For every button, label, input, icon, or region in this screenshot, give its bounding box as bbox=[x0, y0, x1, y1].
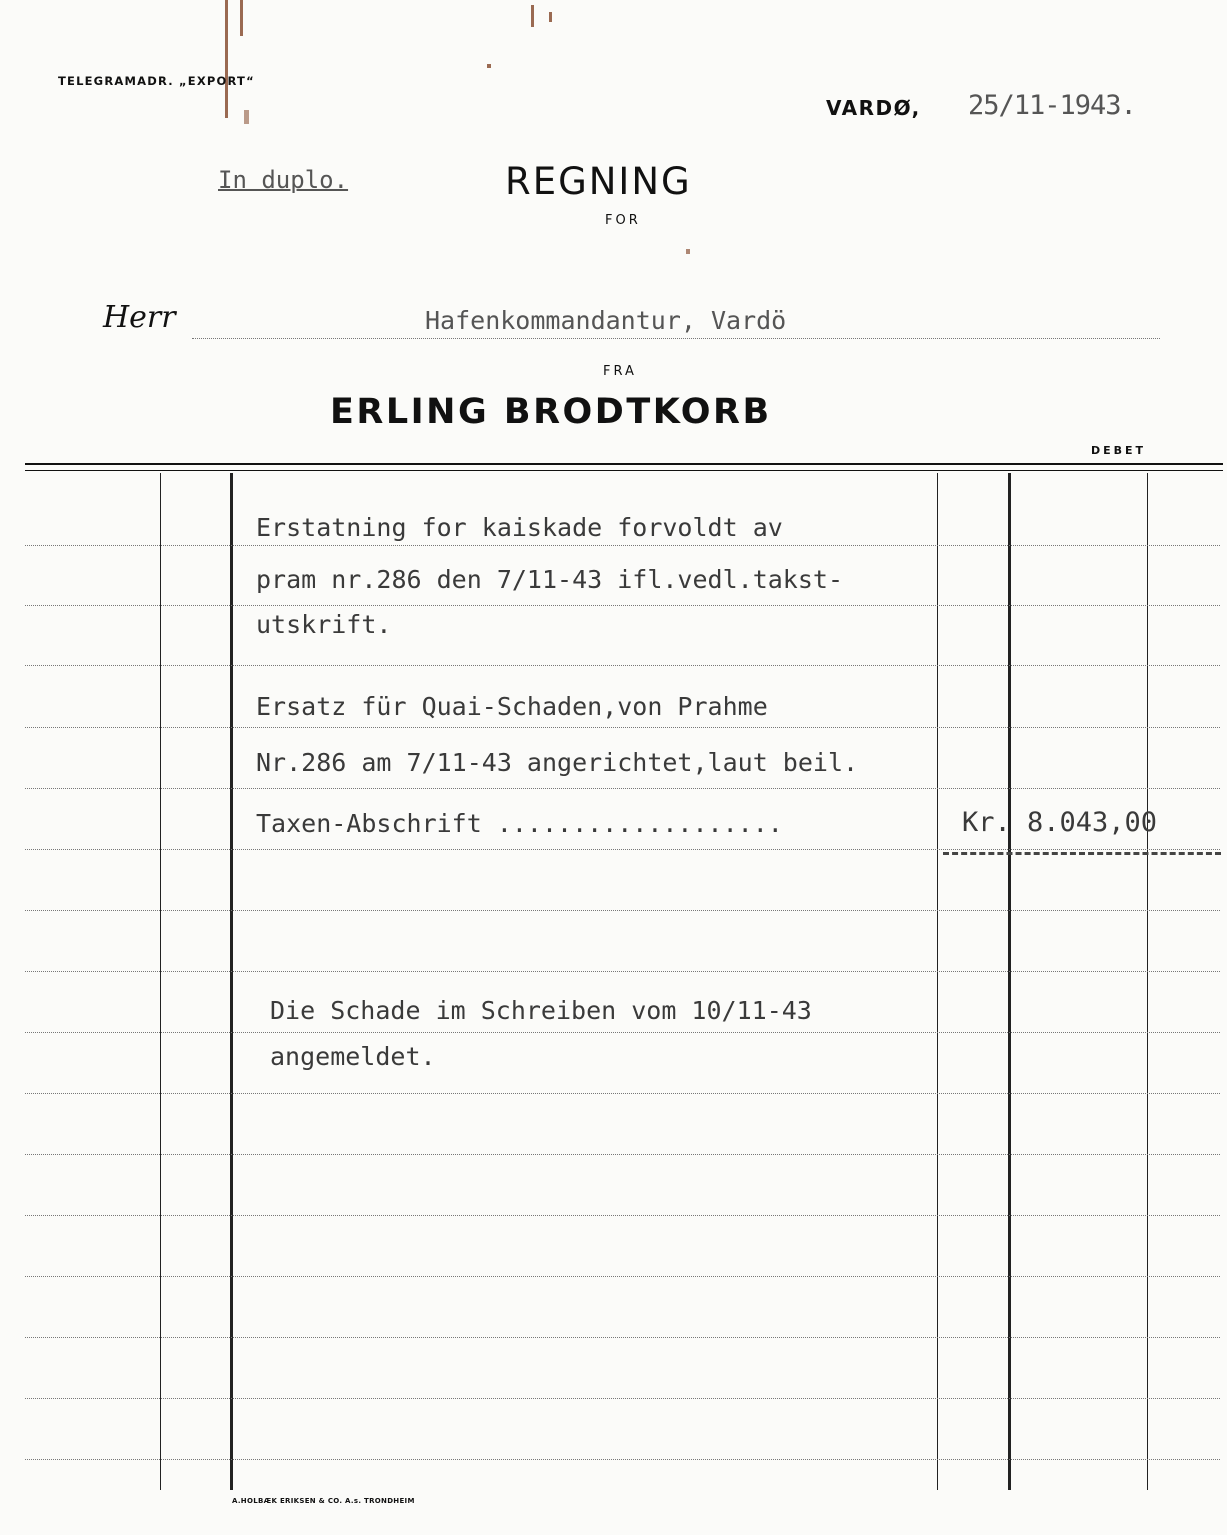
body-line: utskrift. bbox=[256, 610, 392, 639]
ink-stain bbox=[487, 64, 491, 68]
body-line: Erstatning for kaiskade forvoldt av bbox=[256, 513, 783, 542]
ledger-top-rule bbox=[25, 463, 1223, 465]
body-line: Ersatz für Quai-Schaden,von Prahme bbox=[256, 692, 768, 721]
recipient-name: Hafenkommandantur, Vardö bbox=[425, 306, 787, 335]
invoice-date: 25/11-1943. bbox=[968, 90, 1136, 121]
body-line: Nr.286 am 7/11-43 angerichtet,laut beil. bbox=[256, 748, 859, 777]
ledger-row bbox=[25, 1337, 1220, 1338]
ledger-row bbox=[25, 971, 1220, 972]
ledger-row bbox=[25, 605, 1220, 606]
printer-imprint: A.HOLBÆK ERIKSEN & CO. A.s. TRONDHEIM bbox=[232, 1497, 415, 1505]
document-title: REGNING bbox=[505, 160, 692, 203]
for-label: FOR bbox=[605, 213, 641, 228]
copy-note: In duplo. bbox=[218, 166, 349, 194]
city-label: VARDØ, bbox=[826, 96, 921, 120]
note-line: angemeldet. bbox=[270, 1042, 436, 1071]
ledger-row bbox=[25, 1459, 1220, 1460]
ledger-row bbox=[25, 849, 1220, 850]
debet-column-label: DEBET bbox=[1091, 444, 1147, 457]
ledger-row bbox=[25, 1398, 1220, 1399]
ink-stain bbox=[240, 0, 243, 36]
ledger-row bbox=[25, 1032, 1220, 1033]
ledger-row bbox=[25, 1276, 1220, 1277]
ink-stain bbox=[549, 12, 552, 22]
recipient-line bbox=[192, 338, 1160, 339]
ledger-row bbox=[25, 1093, 1220, 1094]
ledger-row bbox=[25, 910, 1220, 911]
note-line: Die Schade im Schreiben vom 10/11-43 bbox=[270, 996, 812, 1025]
telegram-address: TELEGRAMADR. „EXPORT“ bbox=[58, 74, 255, 88]
ledger-row bbox=[25, 727, 1220, 728]
invoice-amount: Kr. 8.043,00 bbox=[962, 807, 1158, 838]
ink-stain bbox=[686, 249, 690, 254]
ledger-row bbox=[25, 788, 1220, 789]
ink-stain bbox=[225, 0, 228, 118]
body-line: Taxen-Abschrift ................... bbox=[256, 809, 783, 838]
ledger-row bbox=[25, 545, 1220, 546]
ledger-row bbox=[25, 1215, 1220, 1216]
company-name: ERLING BRODTKORB bbox=[330, 392, 772, 432]
from-label: FRA bbox=[603, 364, 637, 379]
salutation: Herr bbox=[103, 300, 176, 335]
ink-stain bbox=[531, 5, 534, 27]
amount-underline bbox=[943, 852, 1221, 855]
ledger-top-rule-2 bbox=[25, 470, 1223, 471]
ledger-row bbox=[25, 665, 1220, 666]
body-line: pram nr.286 den 7/11-43 ifl.vedl.takst- bbox=[256, 565, 843, 594]
ledger-row bbox=[25, 1154, 1220, 1155]
ink-stain bbox=[244, 110, 249, 124]
